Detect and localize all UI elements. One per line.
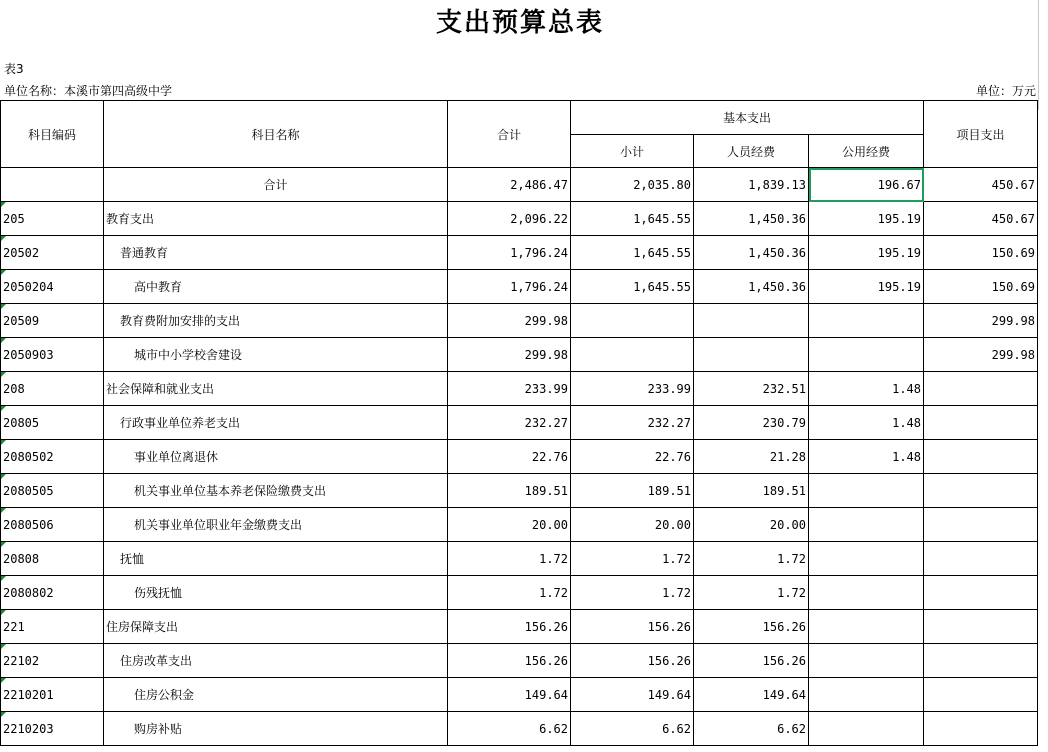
public-cell[interactable] (809, 678, 924, 712)
public-cell[interactable] (809, 712, 924, 746)
total-cell[interactable]: 299.98 (448, 304, 571, 338)
project-cell[interactable]: 450.67 (924, 168, 1038, 202)
header-basic[interactable]: 基本支出 (571, 101, 924, 135)
public-cell[interactable] (809, 542, 924, 576)
header-total[interactable]: 合计 (448, 101, 571, 168)
personnel-cell[interactable]: 1,450.36 (694, 270, 809, 304)
total-cell[interactable]: 299.98 (448, 338, 571, 372)
name-cell[interactable]: 普通教育 (104, 236, 448, 270)
personnel-cell[interactable]: 20.00 (694, 508, 809, 542)
name-cell[interactable]: 机关事业单位基本养老保险缴费支出 (104, 474, 448, 508)
subtotal-cell[interactable]: 149.64 (571, 678, 694, 712)
project-cell[interactable] (924, 372, 1038, 406)
code-cell[interactable] (1, 168, 104, 202)
total-cell[interactable]: 2,096.22 (448, 202, 571, 236)
name-cell[interactable]: 高中教育 (104, 270, 448, 304)
project-cell[interactable] (924, 542, 1038, 576)
personnel-cell[interactable]: 149.64 (694, 678, 809, 712)
subtotal-cell[interactable]: 22.76 (571, 440, 694, 474)
project-cell[interactable]: 299.98 (924, 304, 1038, 338)
personnel-cell[interactable]: 189.51 (694, 474, 809, 508)
public-cell[interactable] (809, 304, 924, 338)
name-cell[interactable]: 社会保障和就业支出 (104, 372, 448, 406)
table-row (1, 372, 1038, 406)
name-cell[interactable]: 教育费附加安排的支出 (104, 304, 448, 338)
column-gridline (1038, 0, 1039, 110)
table-row (1, 236, 1038, 270)
table-row (1, 678, 1038, 712)
name-cell[interactable]: 合计 (104, 168, 448, 202)
personnel-cell[interactable]: 230.79 (694, 406, 809, 440)
personnel-cell[interactable]: 1,839.13 (694, 168, 809, 202)
subtotal-cell[interactable]: 1.72 (571, 576, 694, 610)
total-cell[interactable]: 2,486.47 (448, 168, 571, 202)
subtotal-cell[interactable]: 189.51 (571, 474, 694, 508)
project-cell[interactable]: 150.69 (924, 270, 1038, 304)
project-cell[interactable]: 150.69 (924, 236, 1038, 270)
project-cell[interactable] (924, 576, 1038, 610)
header-personnel[interactable]: 人员经费 (694, 135, 809, 168)
subtotal-cell[interactable]: 232.27 (571, 406, 694, 440)
code-cell[interactable]: 20805 (1, 406, 104, 440)
total-cell[interactable]: 232.27 (448, 406, 571, 440)
subtotal-cell[interactable] (571, 338, 694, 372)
subtotal-cell[interactable]: 156.26 (571, 610, 694, 644)
header-name[interactable]: 科目名称 (104, 101, 448, 168)
code-cell[interactable]: 221 (1, 610, 104, 644)
code-cell[interactable]: 2080802 (1, 576, 104, 610)
code-cell[interactable]: 2080502 (1, 440, 104, 474)
table-row (1, 202, 1038, 236)
subtotal-cell[interactable]: 2,035.80 (571, 168, 694, 202)
public-cell[interactable]: 195.19 (809, 236, 924, 270)
public-cell[interactable]: 196.67 (809, 168, 924, 202)
public-cell[interactable] (809, 338, 924, 372)
project-cell[interactable] (924, 440, 1038, 474)
table-row (1, 576, 1038, 610)
code-cell[interactable]: 22102 (1, 644, 104, 678)
header-project[interactable]: 项目支出 (924, 101, 1038, 168)
public-cell[interactable] (809, 644, 924, 678)
total-cell[interactable]: 149.64 (448, 678, 571, 712)
personnel-cell[interactable]: 156.26 (694, 610, 809, 644)
header-subtotal[interactable]: 小计 (571, 135, 694, 168)
code-cell[interactable]: 208 (1, 372, 104, 406)
table-row (1, 338, 1038, 372)
total-cell[interactable]: 22.76 (448, 440, 571, 474)
total-cell[interactable]: 1.72 (448, 542, 571, 576)
unit-name: 单位名称：本溪市第四高级中学 (4, 84, 173, 98)
public-cell[interactable]: 195.19 (809, 270, 924, 304)
report-title: 支出预算总表 (435, 8, 604, 38)
table-row (1, 644, 1038, 678)
subtotal-cell[interactable]: 233.99 (571, 372, 694, 406)
project-cell[interactable] (924, 712, 1038, 746)
name-cell[interactable]: 住房保障支出 (104, 610, 448, 644)
subtotal-cell[interactable]: 1,645.55 (571, 202, 694, 236)
project-cell[interactable]: 299.98 (924, 338, 1038, 372)
header-code[interactable]: 科目编码 (1, 101, 104, 168)
personnel-cell[interactable]: 1.72 (694, 576, 809, 610)
subtotal-cell[interactable]: 1.72 (571, 542, 694, 576)
public-cell[interactable]: 1.48 (809, 406, 924, 440)
project-cell[interactable] (924, 644, 1038, 678)
table-row (1, 270, 1038, 304)
public-cell[interactable]: 1.48 (809, 372, 924, 406)
table-row (1, 440, 1038, 474)
total-cell[interactable]: 6.62 (448, 712, 571, 746)
total-cell[interactable]: 1.72 (448, 576, 571, 610)
personnel-cell[interactable] (694, 304, 809, 338)
table-row (1, 610, 1038, 644)
project-cell[interactable] (924, 508, 1038, 542)
subtotal-cell[interactable]: 6.62 (571, 712, 694, 746)
subtotal-cell[interactable]: 1,645.55 (571, 270, 694, 304)
code-cell[interactable]: 2210203 (1, 712, 104, 746)
total-cell[interactable]: 189.51 (448, 474, 571, 508)
table-row (1, 712, 1038, 746)
public-cell[interactable]: 1.48 (809, 440, 924, 474)
code-cell[interactable]: 2080506 (1, 508, 104, 542)
personnel-cell[interactable]: 1.72 (694, 542, 809, 576)
table-number: 表3 (4, 62, 24, 76)
code-cell[interactable]: 205 (1, 202, 104, 236)
project-cell[interactable] (924, 610, 1038, 644)
total-cell[interactable]: 156.26 (448, 610, 571, 644)
name-cell[interactable]: 住房改革支出 (104, 644, 448, 678)
subtotal-cell[interactable]: 20.00 (571, 508, 694, 542)
personnel-cell[interactable]: 6.62 (694, 712, 809, 746)
name-cell[interactable]: 伤残抚恤 (104, 576, 448, 610)
total-cell[interactable]: 1,796.24 (448, 236, 571, 270)
unit-label: 单位：万元 (975, 84, 1036, 98)
personnel-cell[interactable]: 232.51 (694, 372, 809, 406)
public-cell[interactable] (809, 508, 924, 542)
project-cell[interactable] (924, 406, 1038, 440)
name-cell[interactable]: 行政事业单位养老支出 (104, 406, 448, 440)
code-cell[interactable]: 20808 (1, 542, 104, 576)
code-cell[interactable]: 20502 (1, 236, 104, 270)
total-cell[interactable]: 156.26 (448, 644, 571, 678)
personnel-cell[interactable] (694, 338, 809, 372)
total-cell[interactable]: 1,796.24 (448, 270, 571, 304)
personnel-cell[interactable]: 156.26 (694, 644, 809, 678)
project-cell[interactable] (924, 678, 1038, 712)
name-cell[interactable]: 住房公积金 (104, 678, 448, 712)
header-public[interactable]: 公用经费 (809, 135, 924, 168)
code-cell[interactable]: 2050204 (1, 270, 104, 304)
code-cell[interactable]: 2080505 (1, 474, 104, 508)
budget-table (0, 100, 1038, 746)
table-row (1, 304, 1038, 338)
code-cell[interactable]: 2050903 (1, 338, 104, 372)
name-cell[interactable]: 购房补贴 (104, 712, 448, 746)
name-cell[interactable]: 机关事业单位职业年金缴费支出 (104, 508, 448, 542)
total-cell[interactable]: 20.00 (448, 508, 571, 542)
name-cell[interactable]: 事业单位离退休 (104, 440, 448, 474)
public-cell[interactable] (809, 610, 924, 644)
personnel-cell[interactable]: 1,450.36 (694, 202, 809, 236)
name-cell[interactable]: 城市中小学校舍建设 (104, 338, 448, 372)
table-row (1, 542, 1038, 576)
project-cell[interactable]: 450.67 (924, 202, 1038, 236)
subtotal-cell[interactable]: 1,645.55 (571, 236, 694, 270)
table-row (1, 406, 1038, 440)
table-row (1, 508, 1038, 542)
subtotal-cell[interactable]: 156.26 (571, 644, 694, 678)
table-row (1, 474, 1038, 508)
total-row (1, 168, 1038, 202)
public-cell[interactable] (809, 474, 924, 508)
public-cell[interactable]: 195.19 (809, 202, 924, 236)
code-cell[interactable]: 2210201 (1, 678, 104, 712)
personnel-cell[interactable]: 21.28 (694, 440, 809, 474)
name-cell[interactable]: 教育支出 (104, 202, 448, 236)
personnel-cell[interactable]: 1,450.36 (694, 236, 809, 270)
subtotal-cell[interactable] (571, 304, 694, 338)
project-cell[interactable] (924, 474, 1038, 508)
code-cell[interactable]: 20509 (1, 304, 104, 338)
total-cell[interactable]: 233.99 (448, 372, 571, 406)
public-cell[interactable] (809, 576, 924, 610)
name-cell[interactable]: 抚恤 (104, 542, 448, 576)
